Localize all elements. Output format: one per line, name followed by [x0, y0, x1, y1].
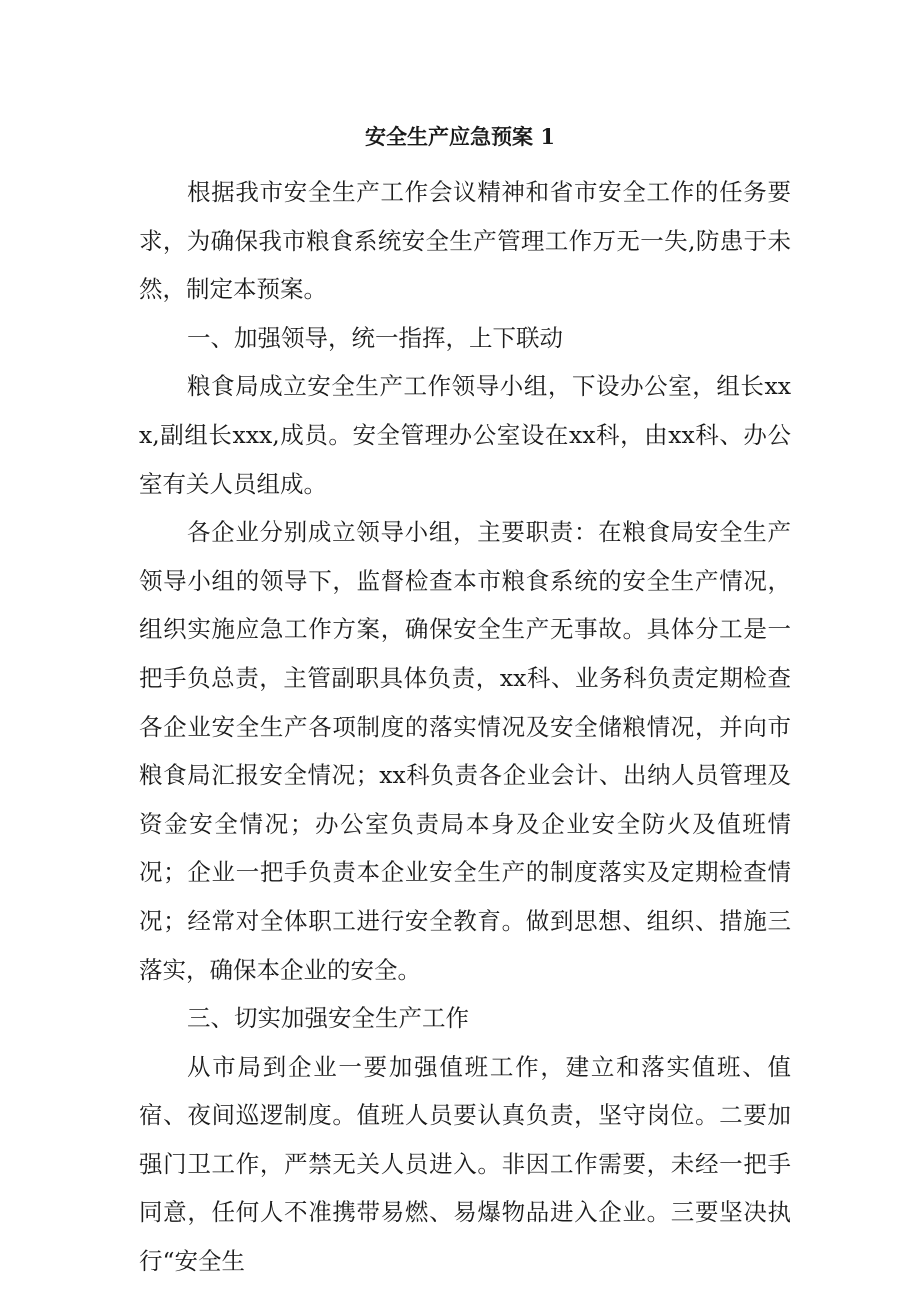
responsibilities-paragraph: 各企业分别成立领导小组，主要职责：在粮食局安全生产领导小组的领导下，监督检查本市粮食系统的安全生产情况，组织实施应急工作方案，确保安全生产无事故。具体分工是一把手负总责，主管副职具体负责，xx科、业务科负责定期检查各企业安全生产各项制度的落实情况及安全储粮情况，并向市粮食局汇报安全情况；xx科负责各企业会计、出纳人员管理及资金安全情况；办公室负责局本身及企业安全防火及值班情况；企业一把手负责本企业安全生产的制度落实及定期检查情况；经常对全体职工进行安全教育。做到思想、组织、措施三落实，确保本企业的安全。	[139, 518, 791, 984]
duty-measures-paragraph: 从市局到企业一要加强值班工作，建立和落实值班、值宿、夜间巡逻制度。值班人员要认真负责，坚守岗位。二要加强门卫工作，严禁无关人员进入。非因工作需要，未经一把手同意，任何人不准携带易燃、易爆物品进入企业。三要坚决执行“安全生	[139, 1052, 791, 1276]
section-heading-safety-work: 三、切实加强安全生产工作	[187, 1004, 469, 1033]
section-heading-leadership: 一、加强领导，统一指挥，上下联动	[187, 323, 563, 352]
document-body	[139, 168, 791, 1286]
intro-paragraph: 根据我市安全生产工作会议精神和省市安全工作的任务要求，为确保我市粮食系统安全生产管理工作万无一失,防患于未然，制定本预案。	[139, 178, 791, 304]
document-title: 安全生产应急预案 1	[365, 124, 555, 149]
leadership-group-paragraph: 粮食局成立安全生产工作领导小组，下设办公室，组长xxx,副组长xxx,成员。安全管理办公室设在xx科，由xx科、办公室有关人员组成。	[139, 372, 791, 498]
